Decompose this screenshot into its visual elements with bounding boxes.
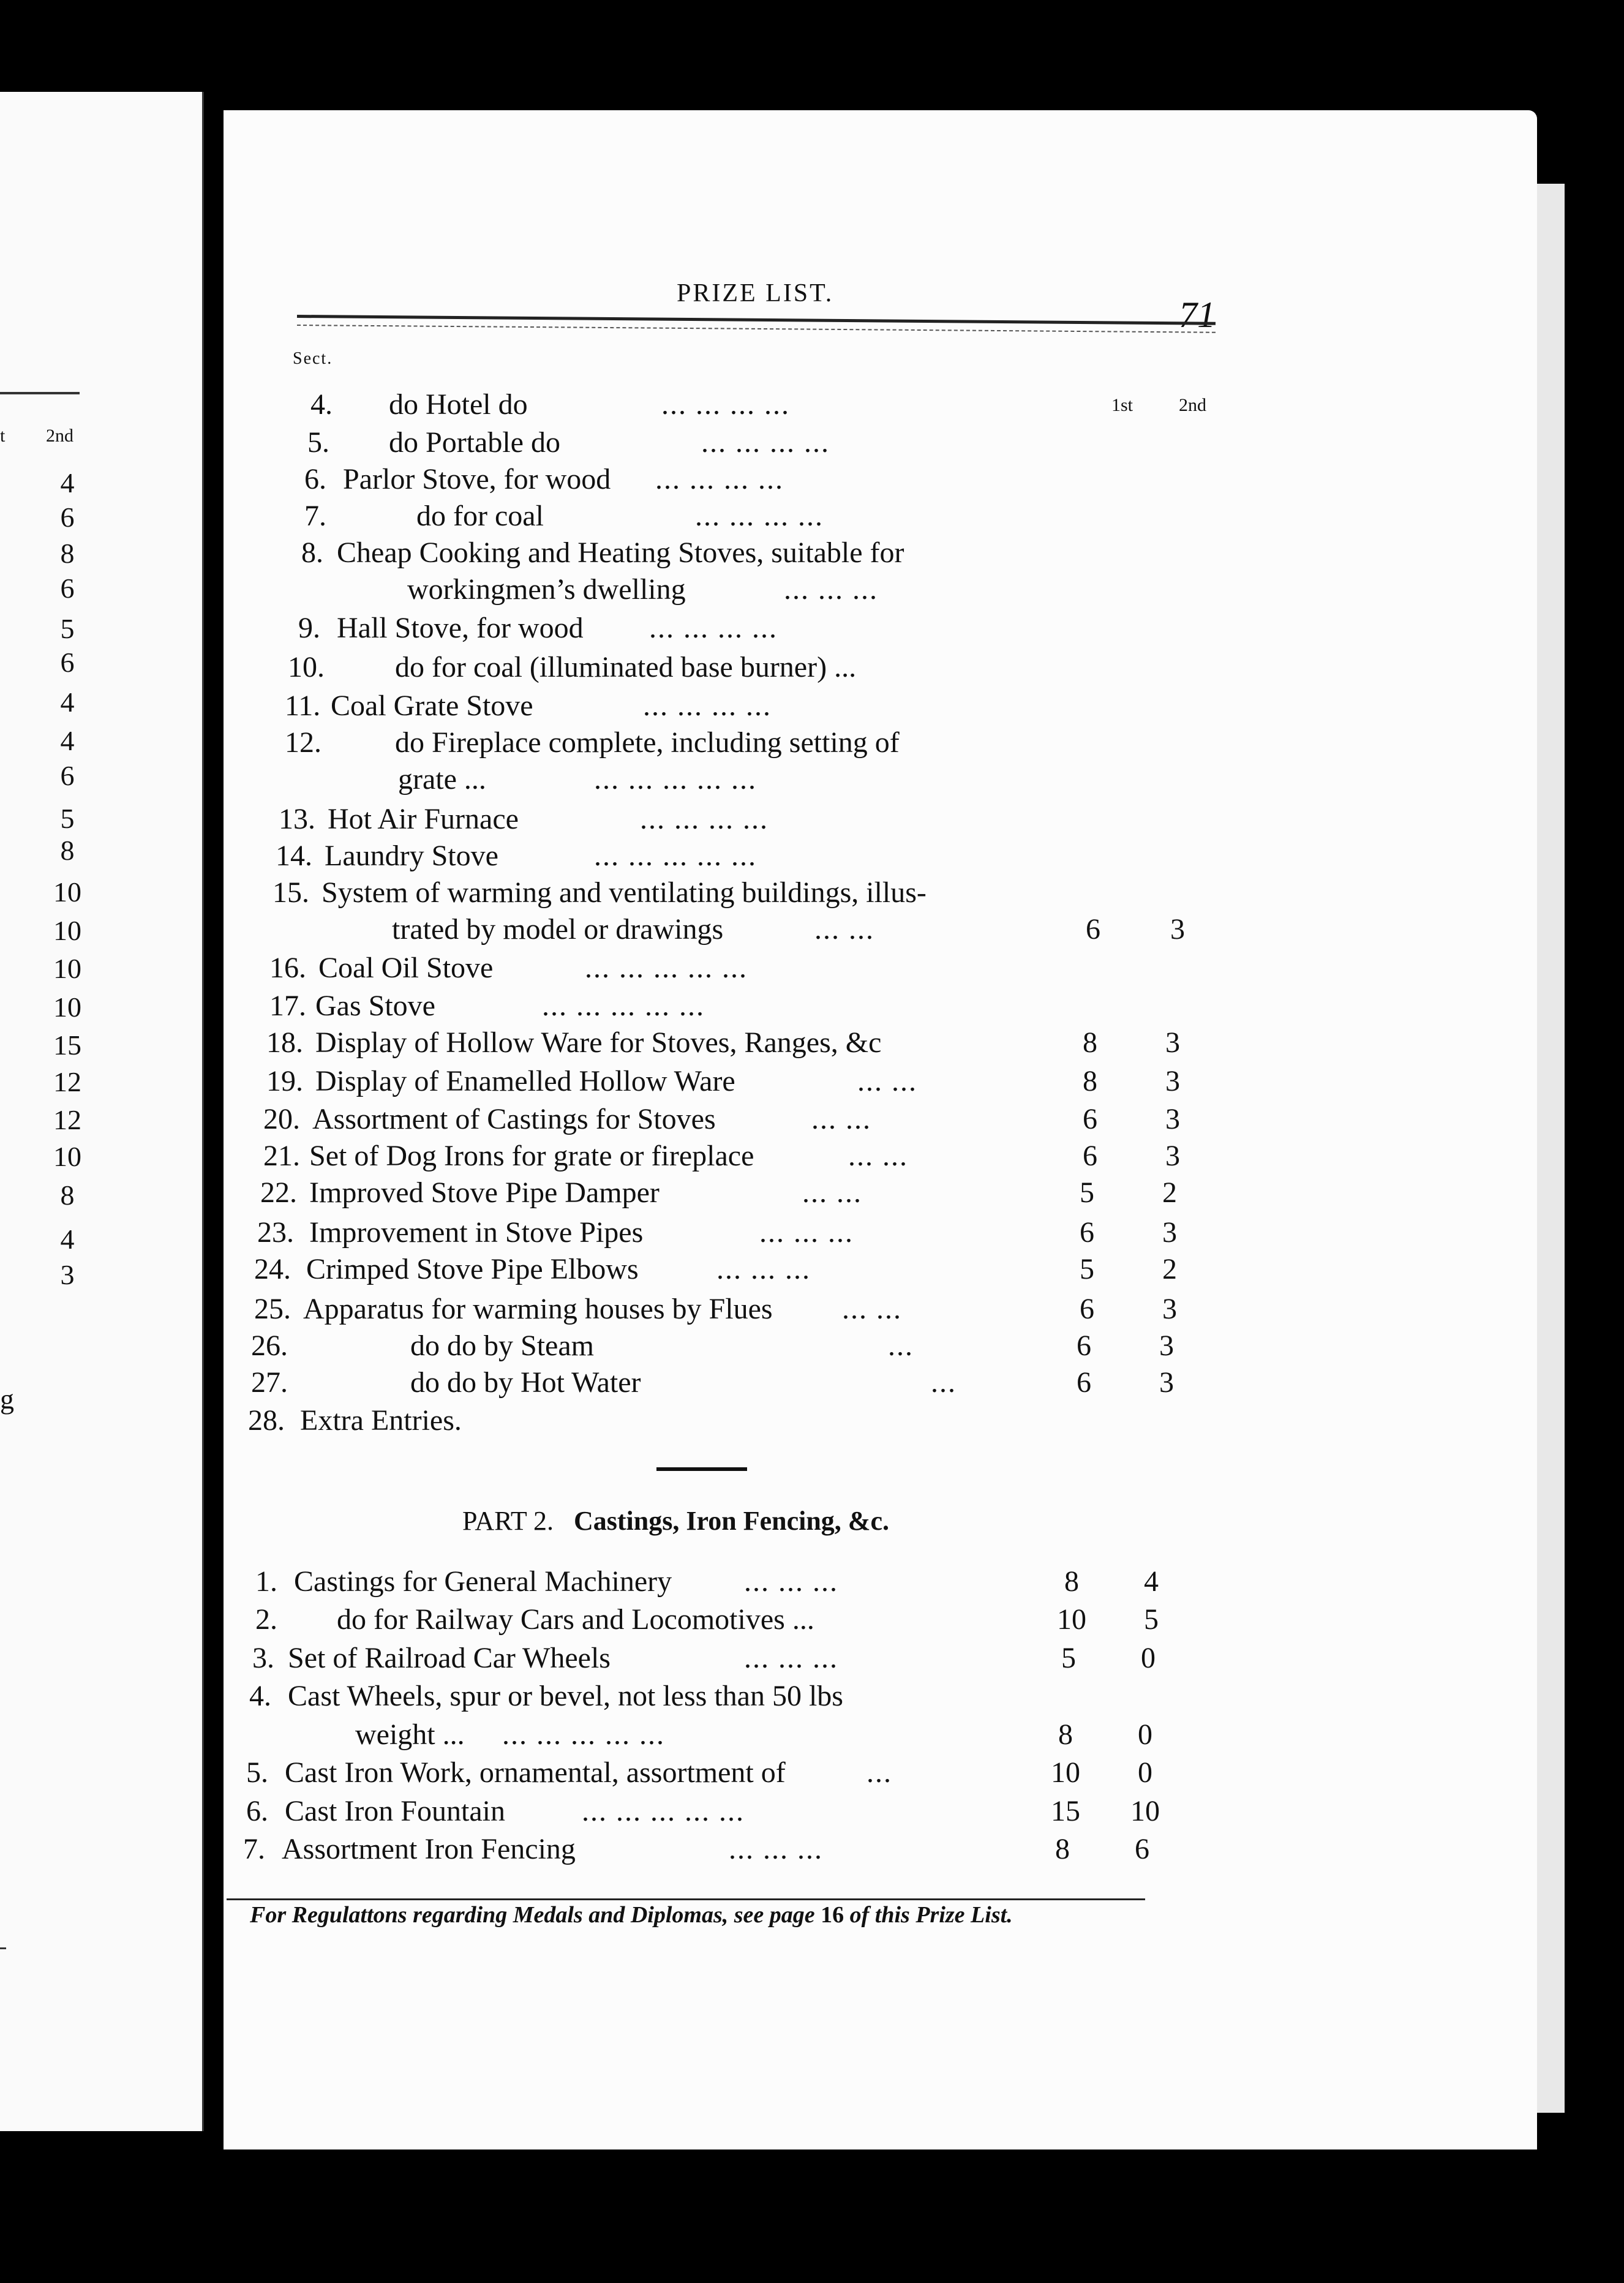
- left-page-number: 4: [60, 467, 75, 498]
- leader-dots: ... ... ... ...: [701, 426, 830, 459]
- first-prize-value: 6: [1077, 1330, 1091, 1362]
- left-col-header-1st: t: [0, 426, 6, 446]
- item-number: 6.: [304, 463, 326, 495]
- leader-dots: ...: [931, 1366, 957, 1399]
- first-prize-value: 6: [1083, 1140, 1097, 1172]
- leader-dots: ... ... ... ... ...: [585, 952, 748, 984]
- leader-dots: ... ... ... ... ...: [594, 763, 757, 795]
- second-prize-value: 3: [1165, 1140, 1180, 1172]
- item-number: 4.: [249, 1680, 271, 1712]
- left-page-number: 5: [60, 803, 75, 834]
- left-page-number: 3: [60, 1259, 75, 1290]
- item-text: trated by model or drawings: [392, 913, 724, 946]
- item-number: 16.: [269, 952, 306, 984]
- left-page-number: 4: [60, 725, 75, 756]
- left-page-rule: [0, 392, 80, 394]
- left-stray-char: g: [0, 1383, 14, 1415]
- item-text: workingmen’s dwelling: [407, 573, 686, 606]
- item-text: Cast Iron Fountain: [285, 1795, 505, 1827]
- leader-dots: ... ...: [857, 1065, 917, 1097]
- item-number: 1.: [255, 1565, 277, 1598]
- left-page-number: 6: [60, 502, 75, 533]
- leader-dots: ... ... ...: [759, 1216, 854, 1249]
- item-number: 5.: [246, 1756, 268, 1789]
- item-text: do for Railway Cars and Locomotives ...: [337, 1603, 814, 1636]
- leader-dots: ... ... ... ...: [649, 612, 778, 644]
- footnote-text-a: For Regulattons regarding Medals and Diplomas, see page: [250, 1902, 821, 1928]
- left-page-number: 8: [60, 835, 75, 866]
- leader-dots: ... ... ... ...: [640, 803, 769, 835]
- first-prize-value: 6: [1080, 1216, 1094, 1249]
- item-number: 12.: [285, 726, 321, 759]
- first-prize-value: 5: [1061, 1642, 1076, 1674]
- left-page-number: 12: [53, 1104, 81, 1135]
- leader-dots: ... ... ... ... ...: [582, 1795, 745, 1827]
- first-prize-value: 10: [1051, 1756, 1080, 1789]
- item-text: Coal Oil Stove: [318, 952, 494, 984]
- second-prize-value: 10: [1130, 1795, 1160, 1827]
- section-divider: [656, 1467, 747, 1471]
- leader-dots: ... ... ...: [744, 1642, 838, 1674]
- item-text: System of warming and ventilating buildings, illus-: [321, 876, 927, 909]
- first-prize-value: 8: [1083, 1026, 1097, 1059]
- left-page-number: 4: [60, 686, 75, 718]
- first-prize-header: 1st: [1111, 395, 1133, 415]
- leader-dots: ...: [888, 1330, 914, 1362]
- item-number: 9.: [298, 612, 320, 644]
- item-number: 18.: [266, 1026, 303, 1059]
- leader-dots: ... ... ...: [729, 1833, 823, 1865]
- leader-dots: ... ... ... ... ...: [594, 840, 757, 872]
- item-text: Coal Grate Stove: [331, 690, 533, 722]
- item-text: Improved Stove Pipe Damper: [309, 1176, 660, 1209]
- second-prize-value: 0: [1138, 1718, 1152, 1751]
- second-prize-value: 3: [1170, 913, 1185, 946]
- first-prize-value: 5: [1080, 1176, 1094, 1209]
- left-page-number: 10: [53, 991, 81, 1023]
- left-page-number: 10: [53, 915, 81, 946]
- footnote-page: 16: [821, 1902, 844, 1928]
- left-page-number: 12: [53, 1066, 81, 1097]
- leader-dots: ... ...: [842, 1293, 902, 1325]
- item-text: Assortment Iron Fencing: [282, 1833, 576, 1865]
- item-text: Assortment of Castings for Stoves: [312, 1103, 716, 1135]
- item-number: 3.: [252, 1642, 274, 1674]
- item-number: 23.: [257, 1216, 294, 1249]
- second-prize-value: 3: [1165, 1103, 1180, 1135]
- item-number: 21.: [263, 1140, 300, 1172]
- leader-dots: ... ...: [802, 1176, 862, 1209]
- item-number: 26.: [251, 1330, 288, 1362]
- leader-dots: ... ... ... ...: [661, 388, 790, 421]
- first-prize-value: 6: [1077, 1366, 1091, 1399]
- second-prize-value: 3: [1165, 1026, 1180, 1059]
- item-number: 14.: [276, 840, 312, 872]
- item-number: 13.: [279, 803, 315, 835]
- item-text: Cast Iron Work, ornamental, assortment of: [285, 1756, 786, 1789]
- item-text: Extra Entries.: [300, 1404, 462, 1437]
- part2-heading: [462, 1505, 889, 1536]
- item-number: 20.: [263, 1103, 300, 1135]
- item-number: 6.: [246, 1795, 268, 1827]
- item-text: do Hotel do: [389, 388, 528, 421]
- item-number: 17.: [269, 990, 306, 1022]
- item-number: 7.: [243, 1833, 265, 1865]
- second-prize-value: 3: [1162, 1216, 1177, 1249]
- left-page-number: 15: [53, 1029, 81, 1061]
- leader-dots: ... ... ...: [784, 573, 878, 606]
- part2-title: Castings, Iron Fencing, &c.: [574, 1506, 889, 1536]
- second-prize-value: 0: [1141, 1642, 1156, 1674]
- left-page-number: 5: [60, 613, 75, 644]
- left-page-number: 6: [60, 573, 75, 604]
- item-number: 5.: [307, 426, 329, 459]
- leader-dots: ... ...: [814, 913, 874, 946]
- item-text: Crimped Stove Pipe Elbows: [306, 1253, 639, 1285]
- footnote-text-b: of this Prize List.: [844, 1902, 1013, 1928]
- item-text: Set of Railroad Car Wheels: [288, 1642, 611, 1674]
- leader-dots: ... ...: [848, 1140, 908, 1172]
- leader-dots: ... ... ... ...: [695, 500, 824, 532]
- first-prize-value: 6: [1080, 1293, 1094, 1325]
- item-number: 28.: [248, 1404, 285, 1437]
- item-text: do for coal: [416, 500, 544, 532]
- item-text: do do by Hot Water: [410, 1366, 641, 1399]
- item-text: Cast Wheels, spur or bevel, not less than 50 lbs: [288, 1680, 843, 1712]
- left-page-number: 6: [60, 647, 75, 678]
- leader-dots: ... ... ... ...: [655, 463, 784, 495]
- item-text: Hot Air Furnace: [328, 803, 519, 835]
- first-prize-value: 10: [1057, 1603, 1086, 1636]
- footer-rule: [227, 1898, 1145, 1900]
- first-prize-value: 8: [1064, 1565, 1079, 1598]
- left-col-header-2nd: 2nd: [46, 426, 73, 446]
- item-text: Apparatus for warming houses by Flues: [303, 1293, 773, 1325]
- item-number: 22.: [260, 1176, 297, 1209]
- second-prize-header: 2nd: [1179, 395, 1206, 415]
- item-text: weight ...: [355, 1718, 465, 1751]
- leader-dots: ... ... ... ...: [643, 690, 772, 722]
- item-number: 8.: [301, 536, 323, 569]
- second-prize-value: 6: [1135, 1833, 1149, 1865]
- first-prize-value: 8: [1055, 1833, 1070, 1865]
- second-prize-value: 5: [1144, 1603, 1159, 1636]
- item-text: Hall Stove, for wood: [337, 612, 584, 644]
- first-prize-value: 5: [1080, 1253, 1094, 1285]
- second-prize-value: 3: [1159, 1366, 1174, 1399]
- first-prize-value: 6: [1086, 913, 1100, 946]
- item-number: 4.: [310, 388, 333, 421]
- first-prize-value: 15: [1051, 1795, 1080, 1827]
- first-prize-value: 8: [1058, 1718, 1073, 1751]
- footnote: [250, 1901, 1013, 1928]
- leader-dots: ... ... ... ... ...: [502, 1718, 665, 1751]
- page-number: 71: [1179, 295, 1216, 335]
- part2-label: PART 2.: [462, 1506, 554, 1536]
- leader-dots: ... ... ...: [744, 1565, 838, 1598]
- item-number: 24.: [254, 1253, 291, 1285]
- first-prize-value: 6: [1083, 1103, 1097, 1135]
- item-text: Parlor Stove, for wood: [343, 463, 611, 495]
- item-text: Cheap Cooking and Heating Stoves, suitable for: [337, 536, 904, 569]
- left-page-number: 8: [60, 1179, 75, 1211]
- item-number: 25.: [254, 1293, 291, 1325]
- item-text: Display of Enamelled Hollow Ware: [315, 1065, 735, 1097]
- second-prize-value: 2: [1162, 1176, 1177, 1209]
- left-page-number: 10: [53, 953, 81, 984]
- item-number: 10.: [288, 651, 325, 683]
- left-page-number: 10: [53, 1141, 81, 1172]
- item-text: do do by Steam: [410, 1330, 594, 1362]
- item-text: grate ...: [398, 763, 486, 795]
- item-number: 19.: [266, 1065, 303, 1097]
- item-number: 15.: [273, 876, 309, 909]
- left-page-number: 10: [53, 876, 81, 908]
- left-page: [0, 92, 204, 2131]
- second-prize-value: 3: [1159, 1330, 1174, 1362]
- page-title: PRIZE LIST.: [677, 279, 834, 307]
- leader-dots: ... ... ... ... ...: [542, 990, 705, 1022]
- item-text: do Portable do: [389, 426, 560, 459]
- leader-dots: ...: [867, 1756, 892, 1789]
- item-text: Gas Stove: [315, 990, 435, 1022]
- left-page-number: 4: [60, 1224, 75, 1255]
- second-prize-value: 0: [1138, 1756, 1152, 1789]
- second-prize-value: 3: [1162, 1293, 1177, 1325]
- left-page-number: 6: [60, 760, 75, 791]
- item-text: Castings for General Machinery: [294, 1565, 672, 1598]
- book-gutter: [204, 101, 221, 2140]
- item-text: do for coal (illuminated base burner) ...: [395, 651, 857, 683]
- item-text: Improvement in Stove Pipes: [309, 1216, 644, 1249]
- left-page-number: 8: [60, 538, 75, 569]
- second-prize-value: 3: [1165, 1065, 1180, 1097]
- first-prize-value: 8: [1083, 1065, 1097, 1097]
- item-number: 11.: [285, 690, 321, 722]
- item-text: Set of Dog Irons for grate or fireplace: [309, 1140, 754, 1172]
- second-prize-value: 4: [1144, 1565, 1159, 1598]
- item-text: do Fireplace complete, including setting of: [395, 726, 900, 759]
- leader-dots: ... ...: [811, 1103, 871, 1135]
- item-number: 7.: [304, 500, 326, 532]
- item-text: Laundry Stove: [325, 840, 498, 872]
- item-number: 2.: [255, 1603, 277, 1636]
- sect-column-header: Sect.: [293, 349, 333, 368]
- item-number: 27.: [251, 1366, 288, 1399]
- left-margin-mark: [0, 1947, 6, 1949]
- second-prize-value: 2: [1162, 1253, 1177, 1285]
- item-text: Display of Hollow Ware for Stoves, Ranges, &c: [315, 1026, 882, 1059]
- leader-dots: ... ... ...: [716, 1253, 811, 1285]
